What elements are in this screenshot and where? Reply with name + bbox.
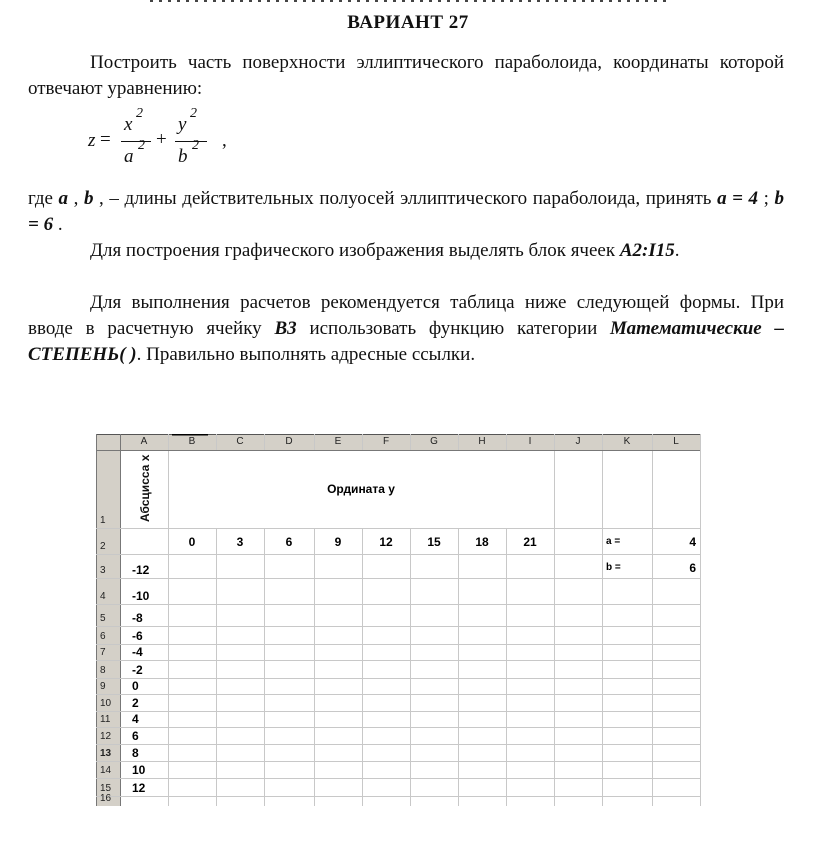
formula-den1: a	[124, 146, 134, 167]
x-value-cell: 8	[132, 746, 139, 760]
column-header-d: D	[285, 436, 293, 447]
ordinate-label: Ордината y	[327, 482, 395, 496]
row-number-13: 13	[100, 748, 112, 759]
row-number-12: 12	[100, 731, 112, 742]
column-header-k: K	[623, 436, 631, 447]
formula-tail: ,	[222, 130, 227, 151]
where-b-eq: b = 6	[28, 188, 785, 235]
column-header-j: J	[575, 436, 581, 447]
row-number-5: 5	[100, 613, 106, 624]
where-text-1: где	[28, 188, 59, 209]
calc-text-3: . Правильно выполнять адресные ссылки.	[136, 344, 476, 365]
row-number-2: 2	[100, 541, 106, 552]
y-value-cell: 6	[285, 535, 293, 549]
row-number-10: 10	[100, 698, 112, 709]
block-text: Для построения графического изображения выделять блок ячеек	[90, 240, 620, 261]
where-end: .	[53, 214, 63, 235]
y-value-cell: 21	[523, 535, 537, 549]
fraction-bar-1	[121, 141, 151, 142]
calc-text-1: Для выполнения расчетов рекомендуется таблица ниже следующей формы. При вводе в расчетную ячейку	[28, 292, 784, 339]
row-number-9: 9	[100, 681, 106, 692]
formula-eq: =	[100, 129, 111, 150]
row-number-11: 11	[100, 714, 111, 725]
column-header-b: B	[188, 436, 196, 447]
row-number-15: 15	[100, 783, 112, 794]
fraction-bar-2	[175, 141, 207, 142]
formula-expd1: 2	[138, 138, 145, 153]
formula-exp2: 2	[190, 106, 197, 121]
where-text-2: , – длины действительных полуосей эллиптического параболоида, принять	[93, 188, 718, 209]
calc-paragraph	[28, 290, 784, 368]
y-value-cell: 12	[379, 535, 393, 549]
formula-den2: b	[178, 146, 188, 167]
x-value-cell: 2	[132, 696, 139, 710]
page-title: ВАРИАНТ 27	[347, 12, 469, 33]
column-header-l: L	[673, 436, 679, 447]
row-number-4: 4	[100, 591, 106, 602]
calc-text-2: использовать функцию категории	[296, 318, 611, 339]
column-header-f: F	[382, 436, 390, 447]
y-value-cell: 9	[334, 535, 342, 549]
formula-exp1: 2	[136, 106, 143, 121]
param-a-label: a =	[606, 536, 621, 547]
row-number-8: 8	[100, 665, 106, 676]
row-number-3: 3	[100, 565, 106, 576]
x-value-cell: -4	[132, 645, 143, 659]
x-value-cell: 10	[132, 763, 146, 777]
calc-cell: B3	[274, 318, 297, 339]
y-value-cell: 0	[188, 535, 196, 549]
x-value-cell: -6	[132, 629, 143, 643]
block-end: .	[674, 240, 680, 261]
where-a-eq: a = 4	[717, 188, 759, 209]
param-a-value: 4	[689, 535, 696, 549]
column-header-a: A	[140, 436, 148, 447]
where-comma: ,	[68, 188, 84, 209]
where-sep: ;	[758, 188, 775, 209]
formula-num1: x	[124, 114, 133, 135]
block-range: A2:I15	[619, 240, 675, 261]
row-number-16: 16	[100, 793, 112, 804]
column-header-g: G	[430, 436, 438, 447]
y-value-cell: 3	[236, 535, 244, 549]
param-b-value: 6	[689, 561, 696, 575]
y-value-cell: 15	[427, 535, 441, 549]
x-value-cell: -2	[132, 663, 143, 677]
block-paragraph	[28, 238, 784, 264]
y-value-cell: 18	[475, 535, 489, 549]
x-value-cell: 4	[132, 712, 139, 726]
formula-lhs: z	[88, 130, 96, 151]
column-header-h: H	[478, 436, 486, 447]
row-number-7: 7	[100, 647, 106, 658]
formula-num2: y	[178, 114, 187, 135]
top-ruler-line	[150, 0, 670, 2]
row-number-6: 6	[100, 631, 106, 642]
row-number-14: 14	[100, 765, 112, 776]
x-value-cell: 12	[132, 781, 146, 795]
intro-paragraph: Построить часть поверхности эллиптического параболоида, координаты которой отвечают уравнению:	[28, 52, 784, 99]
formula-expd2: 2	[192, 138, 199, 153]
column-header-i: I	[528, 436, 532, 447]
abscissa-label: Абсцисса x	[138, 454, 152, 522]
spreadsheet-figure	[96, 434, 716, 834]
where-a: a	[58, 188, 69, 209]
x-value-cell: 0	[132, 679, 139, 693]
x-value-cell: -8	[132, 611, 143, 625]
column-header-e: E	[334, 436, 342, 447]
column-header-c: C	[236, 436, 244, 447]
param-b-label: b =	[606, 562, 621, 573]
where-paragraph	[28, 186, 784, 238]
calc-func: Математические – СТЕПЕНЬ( )	[28, 318, 784, 365]
formula-plus: +	[156, 129, 167, 150]
x-value-cell: 6	[132, 729, 139, 743]
where-b: b	[83, 188, 94, 209]
x-value-cell: -12	[132, 563, 150, 577]
row-number-1: 1	[100, 515, 106, 526]
x-value-cell: -10	[132, 589, 150, 603]
